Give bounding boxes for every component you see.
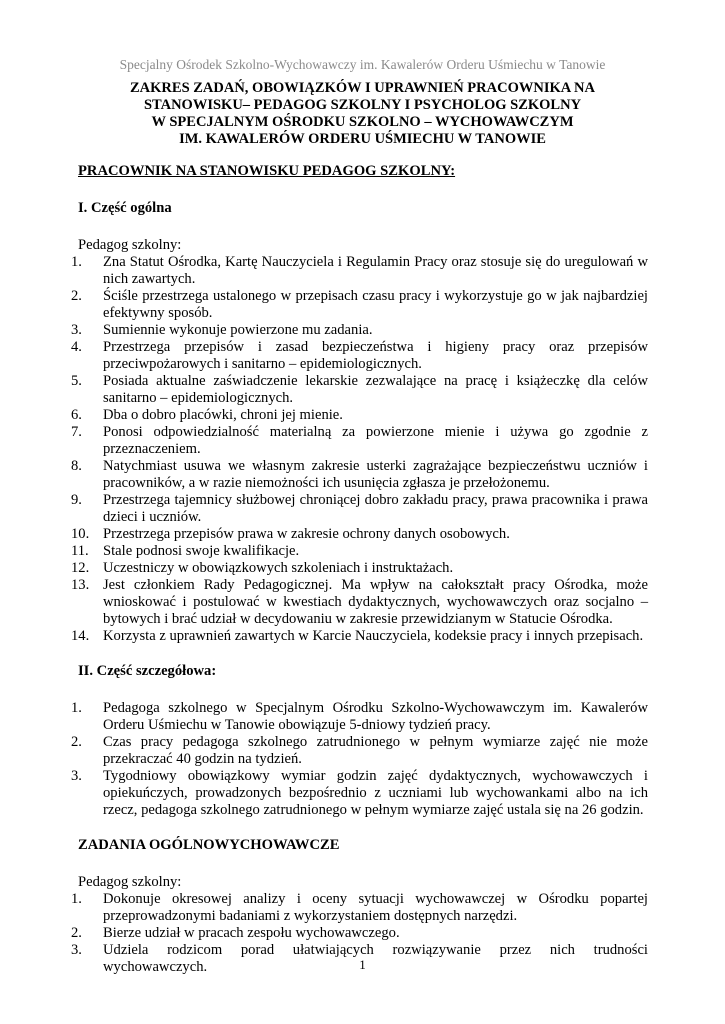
list-text: Pedagoga szkolnego w Specjalnym Ośrodku Szkolno-Wychowawczym im. Kawalerów Orderu Uśmiechu w Tanowie obowiązuje 5-dniowy tydzień pracy. xyxy=(103,700,648,733)
list-text: Przestrzega przepisów prawa w zakresie ochrony danych osobowych. xyxy=(103,526,510,542)
list-item xyxy=(71,373,648,407)
list-number: 2. xyxy=(71,734,82,750)
list-item xyxy=(71,526,648,543)
list-item xyxy=(71,254,648,288)
list-number: 12. xyxy=(71,560,90,576)
list-item xyxy=(71,560,648,577)
page-number: 1 xyxy=(359,957,366,972)
list-text: Uczestniczy w obowiązkowych szkoleniach i instruktażach. xyxy=(103,560,454,576)
list-text: Korzysta z uprawnień zawartych w Karcie Nauczyciela, kodeksie pracy i innych przepisach. xyxy=(103,628,644,644)
list-text: Czas pracy pedagoga szkolnego zatrudnionego w pełnym wymiarze zajęć nie może przekraczać 40 godzin na tydzień. xyxy=(103,734,648,767)
list-number: 1. xyxy=(71,700,82,716)
list-text: Stale podnosi swoje kwalifikacje. xyxy=(103,543,300,559)
list-item xyxy=(71,458,648,492)
part2-heading: II. Część szczegółowa: xyxy=(78,663,217,679)
list-item xyxy=(71,700,648,734)
title-line: IM. KAWALERÓW ORDERU UŚMIECHU W TANOWIE xyxy=(179,131,546,147)
list-text: Bierze udział w pracach zespołu wychowawczego. xyxy=(103,925,400,941)
list-number: 1. xyxy=(71,254,82,270)
title-line: W SPECJALNYM OŚRODKU SZKOLNO – WYCHOWAWCZYM xyxy=(151,114,574,130)
list-number: 3. xyxy=(71,942,82,958)
part1-intro: Pedagog szkolny: xyxy=(78,237,182,253)
list-number: 1. xyxy=(71,891,82,907)
document-title xyxy=(60,80,665,148)
list-item xyxy=(71,424,648,458)
part1-heading: I. Część ogólna xyxy=(78,200,172,216)
list-number: 6. xyxy=(71,407,82,423)
running-header: Specjalny Ośrodek Szkolno-Wychowawczy im. Kawalerów Orderu Uśmiechu w Tanowie xyxy=(119,57,606,72)
list-number: 4. xyxy=(71,339,82,355)
list-number: 14. xyxy=(71,628,90,644)
list-text: Udziela rodzicom porad ułatwiających rozwiązywanie przez nich trudności wychowawczych. xyxy=(103,942,648,975)
list-item xyxy=(71,734,648,768)
title-line: ZAKRES ZADAŃ, OBOWIĄZKÓW I UPRAWNIEŃ PRACOWNIKA NA xyxy=(130,80,595,96)
list-number: 8. xyxy=(71,458,82,474)
list-number: 9. xyxy=(71,492,82,508)
list-item xyxy=(71,925,648,942)
list-text: Ściśle przestrzega ustalonego w przepisach czasu pracy i wykorzystuje go w jak najbardziej efektywny sposób. xyxy=(103,288,648,321)
list-text: Posiada aktualne zaświadczenie lekarskie zezwalające na pracę i książeczkę dla celów sanitarno – epidemiologicznych. xyxy=(103,373,648,406)
list-item xyxy=(71,407,648,424)
tasks-intro: Pedagog szkolny: xyxy=(78,874,182,890)
list-number: 5. xyxy=(71,373,82,389)
list-item xyxy=(71,543,648,560)
part1-list xyxy=(71,254,648,645)
list-text: Jest członkiem Rady Pedagogicznej. Ma wpływ na całokształt pracy Ośrodka, może wnioskować i postulować w kwestiach dydaktycznych, wychowawczych oraz socjalno – bytowych i brać udział w decydowaniu w zakresie przewidzianym w Statucie Ośrodka. xyxy=(103,577,648,627)
list-number: 2. xyxy=(71,925,82,941)
list-item xyxy=(71,288,648,322)
list-item xyxy=(71,577,648,628)
tasks-heading: ZADANIA OGÓLNOWYCHOWAWCZE xyxy=(78,837,340,853)
list-text: Ponosi odpowiedzialność materialną za powierzone mienie i używa go zgodnie z przeznaczeniem. xyxy=(103,424,648,457)
list-number: 3. xyxy=(71,322,82,338)
list-number: 3. xyxy=(71,768,82,784)
list-item xyxy=(71,339,648,373)
list-item xyxy=(71,492,648,526)
list-item xyxy=(71,891,648,925)
list-number: 7. xyxy=(71,424,82,440)
list-number: 2. xyxy=(71,288,82,304)
title-line: STANOWISKU– PEDAGOG SZKOLNY I PSYCHOLOG SZKOLNY xyxy=(143,97,582,113)
list-text: Przestrzega przepisów i zasad bezpieczeństwa i higieny pracy oraz przepisów przeciwpożarowych i sanitarno – epidemiologicznych. xyxy=(103,339,648,372)
part2-list xyxy=(71,700,648,819)
list-text: Dokonuje okresowej analizy i oceny sytuacji wychowawczej w Ośrodku popartej przeprowadzonymi badaniami z wykorzystaniem dostępnych narzędzi. xyxy=(103,891,648,924)
list-text: Zna Statut Ośrodka, Kartę Nauczyciela i Regulamin Pracy oraz stosuje się do uregulowań w nich zawartych. xyxy=(103,254,648,287)
position-heading: PRACOWNIK NA STANOWISKU PEDAGOG SZKOLNY: xyxy=(78,163,456,179)
list-number: 10. xyxy=(71,526,90,542)
list-number: 13. xyxy=(71,577,90,593)
list-number: 11. xyxy=(71,543,89,559)
list-text: Dba o dobro placówki, chroni jej mienie. xyxy=(103,407,343,423)
list-text: Przestrzega tajemnicy służbowej chroniącej dobro zakładu pracy, prawa pracownika i prawa dzieci i uczniów. xyxy=(103,492,648,525)
list-item xyxy=(71,322,648,339)
list-item xyxy=(71,768,648,819)
document-body xyxy=(71,163,648,976)
list-item xyxy=(71,628,648,645)
list-text: Sumiennie wykonuje powierzone mu zadania. xyxy=(103,322,373,338)
list-text: Natychmiast usuwa we własnym zakresie usterki zagrażające bezpieczeństwu uczniów i pracowników, a w razie niemożności ich usunięcia zgłasza je przełożonemu. xyxy=(103,458,648,491)
list-text: Tygodniowy obowiązkowy wymiar godzin zajęć dydaktycznych, wychowawczych i opiekuńczych, prowadzonych bezpośrednio z uczniami lub wychowankami albo na ich rzecz, pedagoga szkolnego zatrudnionego w pełnym wymiarze zajęć ustala się na 26 godzin. xyxy=(103,768,648,818)
